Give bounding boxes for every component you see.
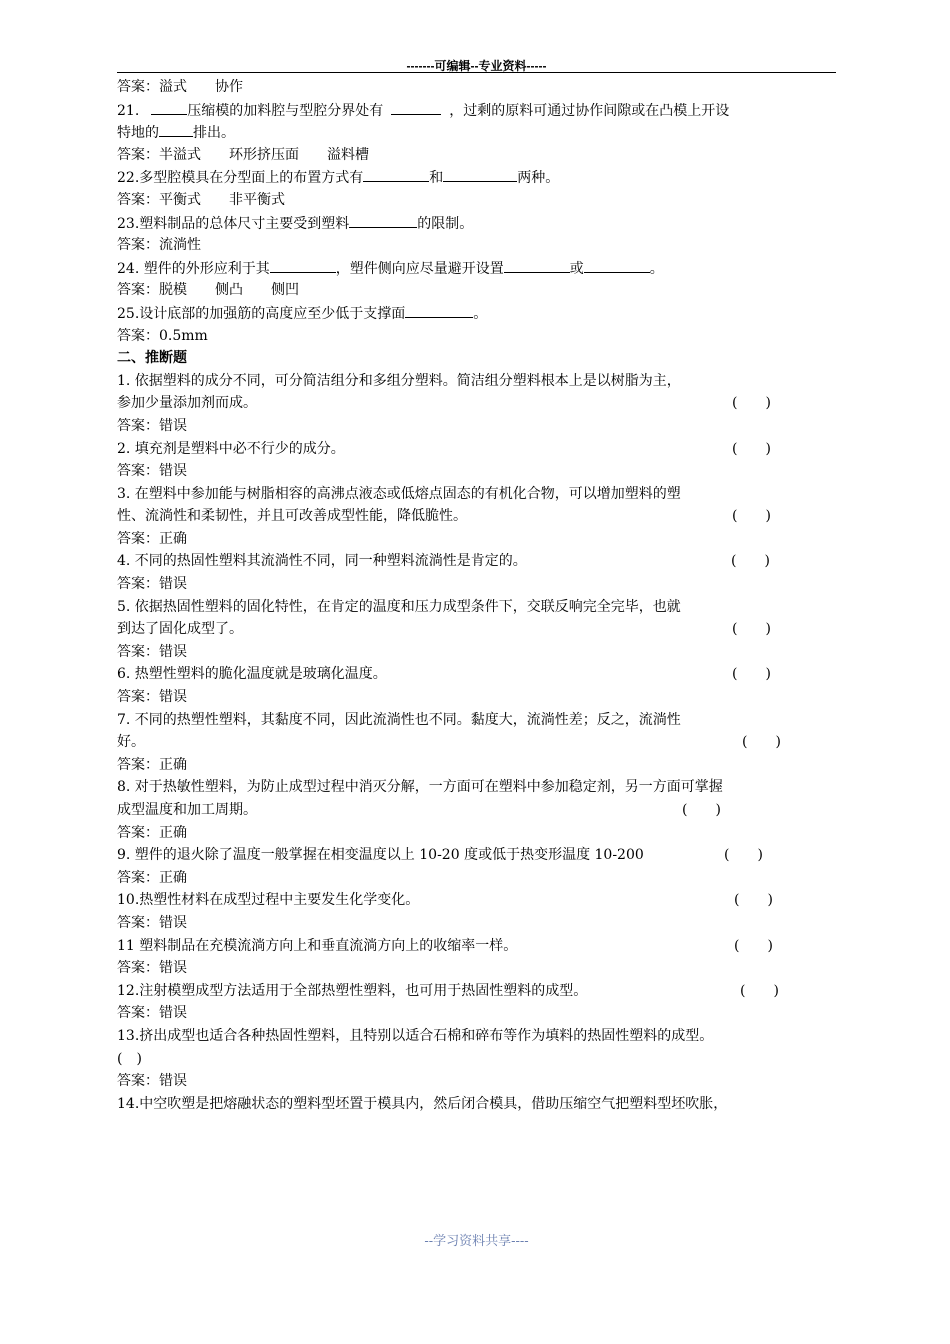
judge-question-line: 参加少量添加剂而成。 ( ) <box>117 392 832 415</box>
judge-question-line: 到达了固化成型了。 ( ) <box>117 618 832 641</box>
answer-parenthesis: ( ) <box>740 982 779 999</box>
judge-question-line: 12.注射模塑成型方法适用于全部热塑性塑料，也可用于热固性塑料的成型。 ( ) <box>117 980 832 1003</box>
answer-parenthesis: ( ) <box>724 847 763 864</box>
answer-line: 答案：正确 <box>117 530 187 547</box>
answer-line: 答案：正确 <box>117 756 187 773</box>
judge-question-line: 9. 塑件的退火除了温度一般掌握在相变温度以上 10-20 度或低于热变形温度 10-200 ( ) <box>117 844 832 867</box>
blank <box>584 257 650 273</box>
answer-line: 答案：流淌性 <box>117 237 201 254</box>
answer-parenthesis: ( ) <box>732 666 771 683</box>
page-header: -------可编辑--专业资料----- <box>406 59 547 73</box>
answer-parenthesis: ( ) <box>734 892 773 909</box>
judge-question-line: 5. 依据热固性塑料的固化特性，在肯定的温度和压力成型条件下，交联反响完全完毕，也就 <box>117 598 681 615</box>
judge-question-line: 成型温度和加工周期。 ( ) <box>117 799 832 822</box>
answer-parenthesis: ( ) <box>732 621 771 638</box>
answer-parenthesis: ( ) <box>732 440 771 457</box>
question-25: 25.设计底部的加强筋的高度应至少低于支撑面 。 <box>117 302 832 325</box>
judge-question-line: 11 塑料制品在充模流淌方向上和垂直流淌方向上的收缩率一样。 ( ) <box>117 935 832 958</box>
judge-question-line: 3. 在塑料中参加能与树脂相容的高沸点液态或低熔点固态的有机化合物，可以增加塑料的塑 <box>117 485 681 502</box>
answer-line: 答案：脱模 侧凸 侧凹 <box>117 282 299 299</box>
blank <box>159 121 193 137</box>
answer-parenthesis: ( ) <box>732 395 771 412</box>
answer-parenthesis-line: ( ) <box>117 1050 142 1067</box>
blank <box>391 99 441 115</box>
judge-question-line: 8. 对于热敏性塑料，为防止成型过程中消灭分解，一方面可在塑料中参加稳定剂，另一方面可掌握 <box>117 779 723 796</box>
answer-line: 答案：正确 <box>117 869 187 886</box>
question-21: 21. 压缩模的加料腔与型腔分界处有 ，过剩的原料可通过协作间隙或在凸模上开设 <box>117 99 832 122</box>
answer-line: 答案：错误 <box>117 914 187 931</box>
answer-line: 答案：溢式 协作 <box>117 79 243 95</box>
document-body <box>117 76 832 1115</box>
judge-question-line: 4. 不同的热固性塑料其流淌性不同，同一种塑料流淌性是肯定的。 ( ) <box>117 550 832 573</box>
blank <box>349 212 417 228</box>
blank <box>363 166 429 182</box>
answer-line: 答案：错误 <box>117 689 187 706</box>
judge-question-line: 14.中空吹塑是把熔融状态的塑料型坯置于模具内，然后闭合模具，借助压缩空气把塑料型坯吹胀， <box>117 1095 728 1112</box>
blank <box>443 166 517 182</box>
answer-line: 答案：错误 <box>117 643 187 660</box>
answer-line: 答案：错误 <box>117 576 187 593</box>
question-24: 24. 塑件的外形应利于其 ，塑件侧向应尽量避开设置 或 。 <box>117 257 832 280</box>
judge-question-line: 13.挤出成型也适合各种热固性塑料，且特别以适合石棉和碎布等作为填料的热固性塑料的成型。 <box>117 1027 714 1044</box>
blank <box>151 99 187 115</box>
answer-line: 答案：错误 <box>117 463 187 480</box>
blank <box>504 257 570 273</box>
question-23: 23.塑料制品的总体尺寸主要受到塑料 的限制。 <box>117 212 832 235</box>
blank <box>270 257 336 273</box>
judge-question-line: 性、流淌性和柔韧性，并且可改善成型性能，降低脆性。 ( ) <box>117 505 832 528</box>
answer-parenthesis: ( ) <box>742 734 781 751</box>
answer-line: 答案：错误 <box>117 417 187 434</box>
answer-line: 答案：错误 <box>117 1005 187 1022</box>
answer-line: 答案：半溢式 环形挤压面 溢料槽 <box>117 146 369 163</box>
judge-question-line: 1. 依据塑料的成分不同，可分简洁组分和多组分塑料。简洁组分塑料根本上是以树脂为主， <box>117 372 681 389</box>
judge-question-line: 10.热塑性材料在成型过程中主要发生化学变化。 ( ) <box>117 889 832 912</box>
answer-parenthesis: ( ) <box>734 937 773 954</box>
question-22: 22.多型腔模具在分型面上的布置方式有 和 两种。 <box>117 166 832 189</box>
blank <box>405 302 473 318</box>
answer-line: 答案：正确 <box>117 824 187 841</box>
answer-parenthesis: ( ) <box>731 553 770 570</box>
judge-question-line: 好。 ( ) <box>117 731 832 754</box>
answer-parenthesis: ( ) <box>732 508 771 525</box>
judge-question-line: 6. 热塑性塑料的脆化温度就是玻璃化温度。 ( ) <box>117 663 832 686</box>
page-footer: --学习资料共享---- <box>424 1234 529 1249</box>
judge-question-list <box>117 370 832 1116</box>
question-21-cont: 特地的 排出。 <box>117 121 832 144</box>
answer-parenthesis: ( ) <box>682 802 721 818</box>
answer-line: 答案：错误 <box>117 1073 187 1090</box>
answer-line: 答案：平衡式 非平衡式 <box>117 191 285 208</box>
answer-line: 答案：0.5mm <box>117 327 208 344</box>
judge-question-line: 7. 不同的热塑性塑料，其黏度不同，因此流淌性也不同。黏度大，流淌性差；反之，流淌性 <box>117 711 681 728</box>
header-rule <box>117 72 836 73</box>
judge-question-line: 2. 填充剂是塑料中必不行少的成分。 ( ) <box>117 438 832 461</box>
answer-line: 答案：错误 <box>117 960 187 977</box>
section-title: 二、推断题 <box>117 350 187 367</box>
